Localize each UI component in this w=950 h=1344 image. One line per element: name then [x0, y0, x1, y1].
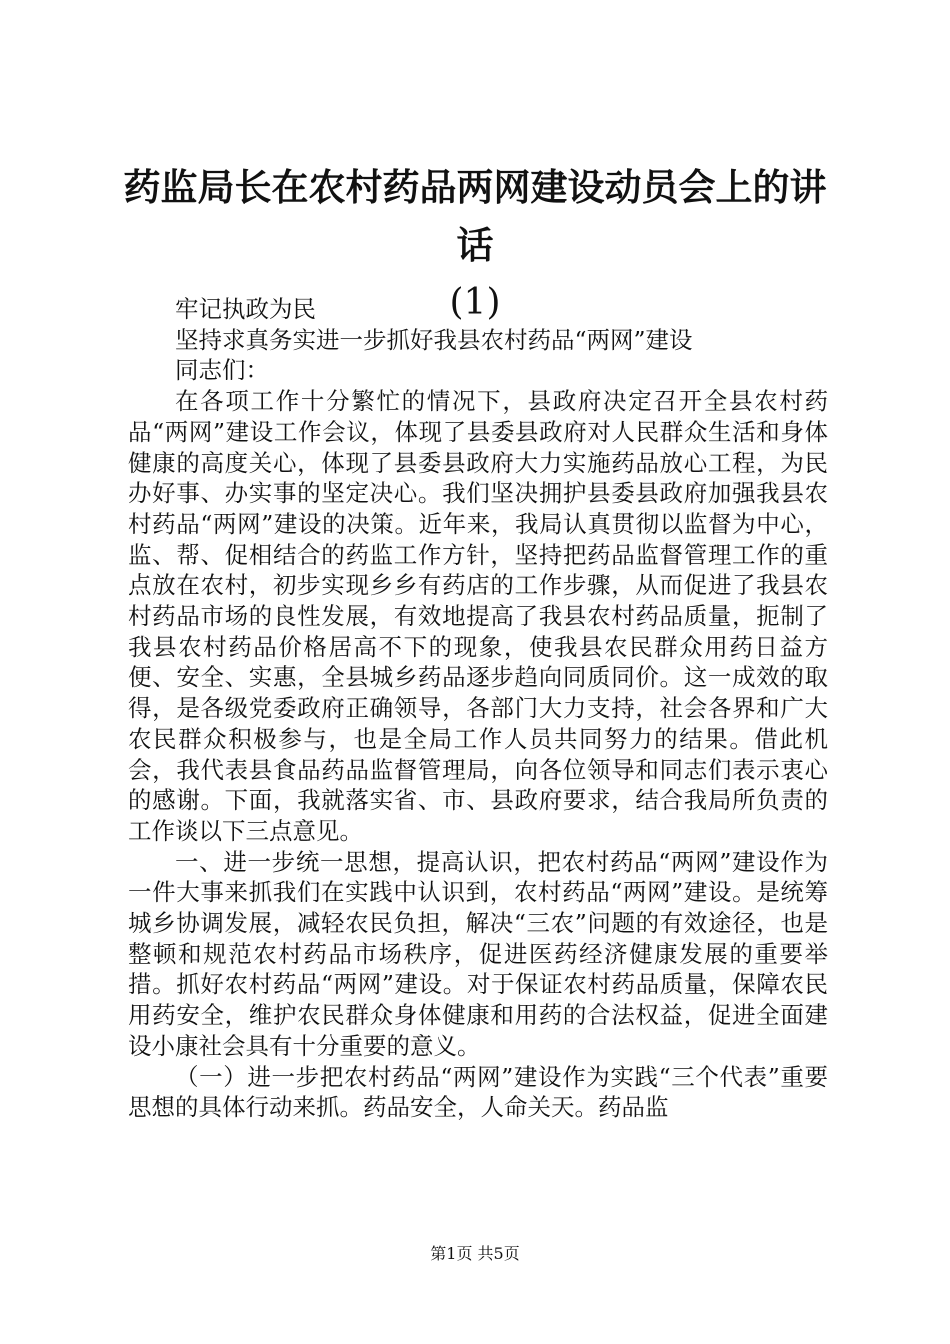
body-paragraph: 一、进一步统一思想，提高认识，把农村药品“两网”建设作为一件大事来抓我们在实践中认识到，农村药品“两网”建设。是统筹城乡协调发展，减轻农民负担，解决“三农”问题的有效途径，也是整顿和规范农村药品市场秩序，促进医药经济健康发展的重要举措。抓好农村药品“两网”建设。对于保证农村药品质量，保障农民用药安全，维护农民群众身体健康和用药的合法权益，促进全面建设小康社会具有十分重要的意义。 — [128, 847, 828, 1060]
page-footer — [0, 1244, 950, 1264]
title-suffix: (1) — [449, 282, 501, 323]
body-paragraph: 坚持求真务实进一步抓好我县农村药品“两网”建设 — [175, 325, 693, 354]
page-number: 第1页 共5页 — [430, 1244, 520, 1263]
document-body — [128, 294, 828, 1123]
body-paragraph: 在各项工作十分繁忙的情况下，县政府决定召开全县农村药品“两网”建设工作会议，体现了县委县政府对人民群众生活和身体健康的高度关心，体现了县委县政府大力实施药品放心工程，为民办好事、办实事的坚定决心。我们坚决拥护县委县政府加强我县农村药品“两网”建设的决策。近年来，我局认真贯彻以监督为中心，监、帮、促相结合的药监工作方针，坚持把药品监督管理工作的重点放在农村，初步实现乡乡有药店的工作步骤，从而促进了我县农村药品市场的良性发展，有效地提高了我县农村药品质量，扼制了我县农村药品价格居高不下的现象，使我县农民群众用药日益方便、安全、实惠，全县城乡药品逐步趋向同质同价。这一成效的取得，是各级党委政府正确领导，各部门大力支持，社会各界和广大农民群众积极参与，也是全局工作人员共同努力的结果。借此机会，我代表县食品药品监督管理局，向各位领导和同志们表示衷心的感谢。下面，我就落实省、市、县政府要求，结合我局所负责的工作谈以下三点意见。 — [128, 387, 828, 845]
body-paragraph: 牢记执政为民 — [175, 295, 316, 323]
body-paragraph: （一）进一步把农村药品“两网”建设作为实践“三个代表”重要思想的具体行动来抓。药品安全，人命关天。药品监 — [128, 1062, 828, 1122]
title-main: 药监局长在农村药品两网建设动员会上的讲话 — [123, 165, 827, 267]
body-paragraph: 同志们： — [175, 356, 269, 385]
